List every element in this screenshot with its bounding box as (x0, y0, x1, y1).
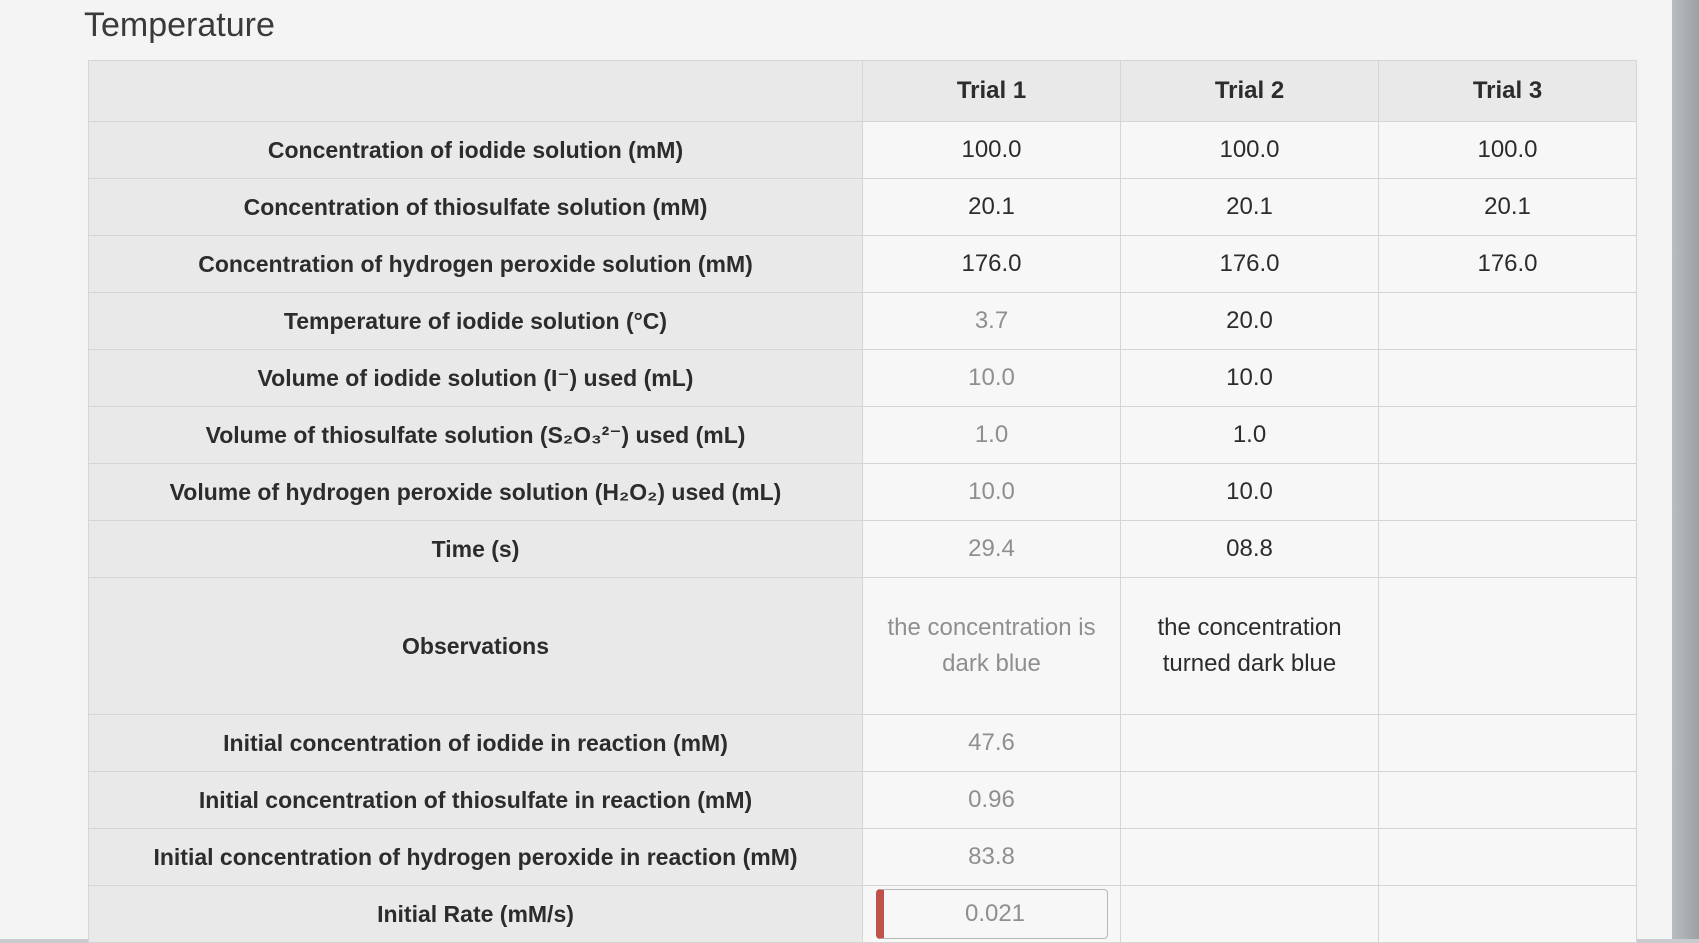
table-row (89, 407, 1637, 464)
table-row (89, 715, 1637, 772)
cell-trial-3[interactable] (1379, 715, 1637, 772)
cell-trial-2[interactable]: 10.0 (1121, 464, 1379, 521)
cell-trial-3[interactable] (1379, 886, 1637, 943)
cell-trial-3[interactable] (1379, 464, 1637, 521)
cell-trial-2[interactable]: 20.0 (1121, 293, 1379, 350)
page-title: Temperature (84, 6, 275, 44)
cell-trial-1[interactable]: 83.8 (863, 829, 1121, 886)
table-row-observations (89, 578, 1637, 715)
cell-trial-1[interactable]: 100.0 (863, 122, 1121, 179)
row-label: Observations (89, 578, 863, 715)
observation-trial-3[interactable] (1379, 578, 1637, 715)
header-trial-2: Trial 2 (1121, 61, 1379, 122)
row-label: Initial Rate (mM/s) (89, 886, 863, 943)
row-label: Volume of thiosulfate solution (S₂O₃²⁻) used (mL) (89, 407, 863, 464)
table-row (89, 886, 1637, 943)
cell-trial-1[interactable]: 29.4 (863, 521, 1121, 578)
cell-trial-1 (863, 886, 1121, 943)
cell-trial-3[interactable] (1379, 772, 1637, 829)
cell-trial-3[interactable]: 100.0 (1379, 122, 1637, 179)
header-trial-1: Trial 1 (863, 61, 1121, 122)
table-row (89, 829, 1637, 886)
cell-trial-1[interactable]: 0.96 (863, 772, 1121, 829)
observation-trial-1[interactable]: the concentration is dark blue (863, 578, 1121, 715)
cell-trial-1[interactable]: 10.0 (863, 350, 1121, 407)
cell-trial-3[interactable]: 176.0 (1379, 236, 1637, 293)
header-row (89, 61, 1637, 122)
initial-rate-input-trial-1[interactable] (876, 889, 1108, 939)
cell-trial-1[interactable]: 10.0 (863, 464, 1121, 521)
row-label: Initial concentration of thiosulfate in reaction (mM) (89, 772, 863, 829)
cell-trial-2[interactable]: 176.0 (1121, 236, 1379, 293)
table-row (89, 772, 1637, 829)
cell-trial-1[interactable]: 176.0 (863, 236, 1121, 293)
table-row (89, 236, 1637, 293)
cell-trial-3[interactable] (1379, 293, 1637, 350)
row-label: Concentration of iodide solution (mM) (89, 122, 863, 179)
cell-trial-2[interactable] (1121, 772, 1379, 829)
table-row (89, 464, 1637, 521)
cell-trial-3[interactable]: 20.1 (1379, 179, 1637, 236)
data-table (88, 60, 1637, 943)
table-row (89, 122, 1637, 179)
header-corner (89, 61, 863, 122)
cell-trial-3[interactable] (1379, 521, 1637, 578)
cell-trial-2[interactable]: 100.0 (1121, 122, 1379, 179)
table-row (89, 521, 1637, 578)
row-label: Initial concentration of hydrogen peroxide in reaction (mM) (89, 829, 863, 886)
cell-trial-2[interactable]: 08.8 (1121, 521, 1379, 578)
cell-trial-2[interactable]: 20.1 (1121, 179, 1379, 236)
monitor-bezel (1672, 0, 1699, 939)
cell-trial-2[interactable] (1121, 829, 1379, 886)
row-label: Concentration of thiosulfate solution (mM) (89, 179, 863, 236)
row-label: Temperature of iodide solution (°C) (89, 293, 863, 350)
cell-trial-3[interactable] (1379, 407, 1637, 464)
cell-trial-1[interactable]: 3.7 (863, 293, 1121, 350)
cell-trial-2[interactable]: 1.0 (1121, 407, 1379, 464)
cell-trial-1[interactable]: 1.0 (863, 407, 1121, 464)
cell-trial-2[interactable] (1121, 886, 1379, 943)
row-label: Volume of hydrogen peroxide solution (H₂O₂) used (mL) (89, 464, 863, 521)
row-label: Volume of iodide solution (I⁻) used (mL) (89, 350, 863, 407)
cell-trial-2[interactable] (1121, 715, 1379, 772)
cell-trial-1[interactable]: 47.6 (863, 715, 1121, 772)
table-row (89, 350, 1637, 407)
row-label: Time (s) (89, 521, 863, 578)
header-trial-3: Trial 3 (1379, 61, 1637, 122)
row-label: Concentration of hydrogen peroxide solution (mM) (89, 236, 863, 293)
table-row (89, 293, 1637, 350)
cell-trial-2[interactable]: 10.0 (1121, 350, 1379, 407)
row-label: Initial concentration of iodide in reaction (mM) (89, 715, 863, 772)
observation-trial-2[interactable]: the concentration turned dark blue (1121, 578, 1379, 715)
cell-trial-3[interactable] (1379, 829, 1637, 886)
table-row (89, 179, 1637, 236)
cell-trial-1[interactable]: 20.1 (863, 179, 1121, 236)
cell-trial-3[interactable] (1379, 350, 1637, 407)
